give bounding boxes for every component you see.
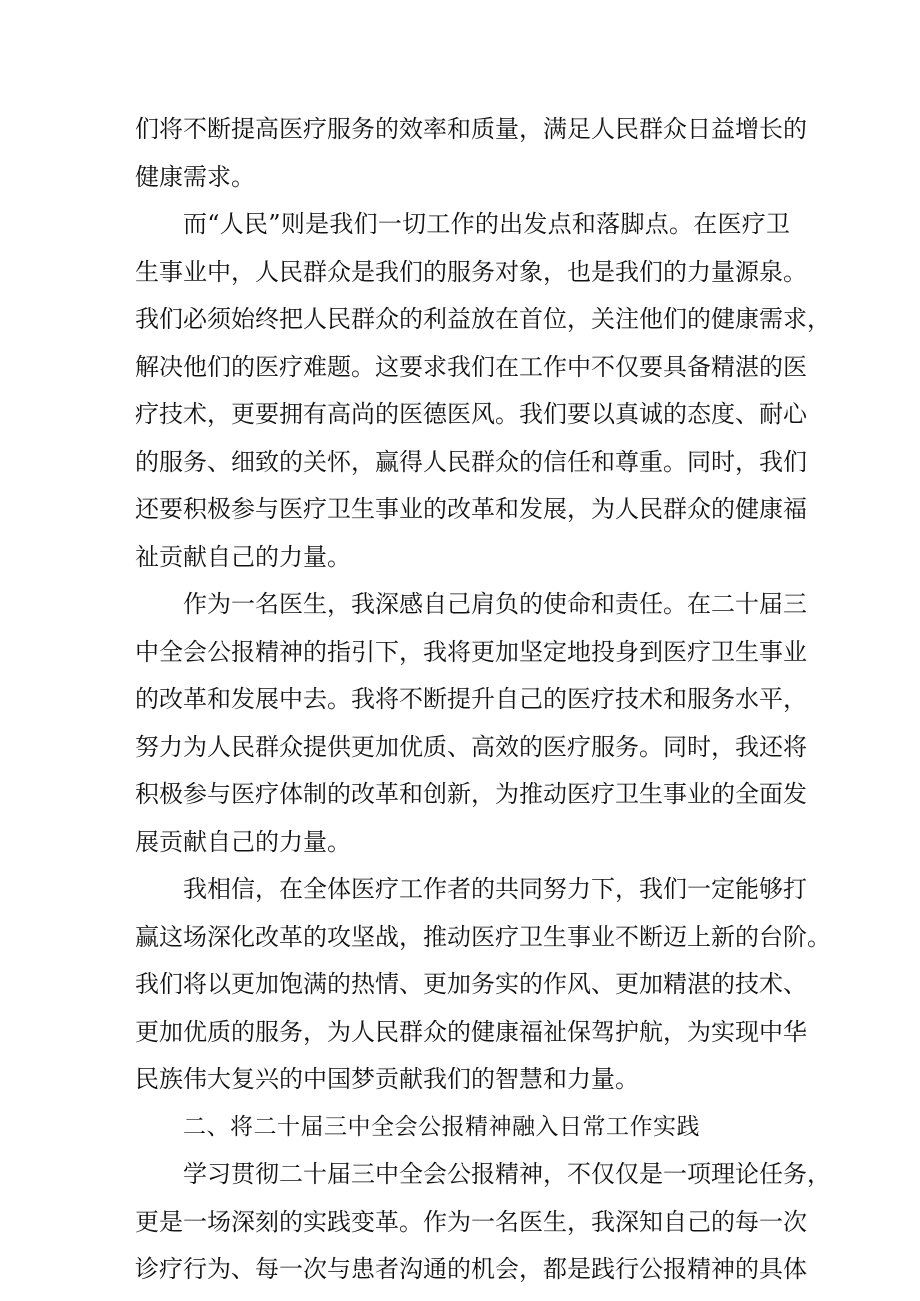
text-line: 努力为人民群众提供更加优质、高效的医疗服务。同时，我还将 xyxy=(135,732,807,761)
text-line: 健康需求。 xyxy=(135,162,255,191)
text-line: 疗技术，更要拥有高尚的医德医风。我们要以真诚的态度、耐心 xyxy=(135,400,807,428)
section-heading: 二、将二十届三中全会公报精神融入日常工作实践 xyxy=(183,1113,700,1140)
text-line: 更加优质的服务，为人民群众的健康福祉保驾护航，为实现中华 xyxy=(135,1017,807,1046)
text-line: 展贡献自己的力量。 xyxy=(135,827,351,856)
text-line: 中全会公报精神的指引下，我将更加坚定地投身到医疗卫生事业 xyxy=(135,637,807,666)
text-line: 祉贡献自己的力量。 xyxy=(135,542,351,571)
paragraph-first-line: 我相信，在全体医疗工作者的共同努力下，我们一定能够打 xyxy=(183,875,807,903)
document-body xyxy=(135,106,831,1294)
text-line: 民族伟大复兴的中国梦贡献我们的智慧和力量。 xyxy=(135,1065,639,1093)
paragraph-first-line: 学习贯彻二十届三中全会公报精神，不仅仅是一项理论任务， xyxy=(183,1160,831,1188)
text-line: 还要积极参与医疗卫生事业的改革和发展，为人民群众的健康福 xyxy=(135,495,807,523)
paragraph-first-line: 而“人民”则是我们一切工作的出发点和落脚点。在医疗卫 xyxy=(183,210,790,238)
text-line: 诊疗行为、每一次与患者沟通的机会，都是践行公报精神的具体 xyxy=(135,1255,807,1283)
text-line: 更是一场深刻的实践变革。作为一名医生，我深知自己的每一次 xyxy=(135,1207,807,1236)
text-line: 赢这场深化改革的攻坚战，推动医疗卫生事业不断迈上新的台阶。 xyxy=(135,922,831,951)
text-line: 我们将以更加饱满的热情、更加务实的作风、更加精湛的技术、 xyxy=(135,970,807,998)
text-line: 们将不断提高医疗服务的效率和质量，满足人民群众日益增长的 xyxy=(135,115,807,143)
text-line: 的服务、细致的关怀，赢得人民群众的信任和尊重。同时，我们 xyxy=(135,447,807,476)
text-line: 生事业中，人民群众是我们的服务对象，也是我们的力量源泉。 xyxy=(135,257,807,286)
text-line: 的改革和发展中去。我将不断提升自己的医疗技术和服务水平， xyxy=(135,685,807,713)
text-line: 我们必须始终把人民群众的利益放在首位，关注他们的健康需求， xyxy=(135,305,831,333)
text-line: 积极参与医疗体制的改革和创新，为推动医疗卫生事业的全面发 xyxy=(135,780,807,808)
paragraph-first-line: 作为一名医生，我深感自己肩负的使命和责任。在二十届三 xyxy=(183,590,807,618)
text-line: 解决他们的医疗难题。这要求我们在工作中不仅要具备精湛的医 xyxy=(135,352,807,381)
